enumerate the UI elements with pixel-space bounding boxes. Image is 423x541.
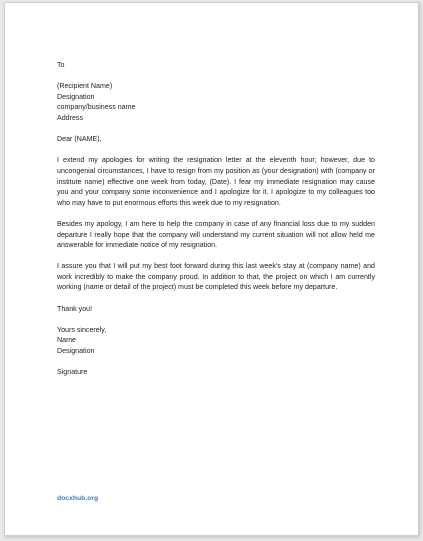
closing-designation: Designation	[57, 347, 95, 356]
paragraph-2: Besides my apology, I am here to help the company in case of any financial loss due to my sudden departure I really hope that the company will understand my current situation will not allow held me answerable for immediate notice of my resignation.	[57, 219, 375, 250]
closing-name: Name	[57, 336, 76, 345]
recipient-designation: Designation	[57, 92, 95, 101]
recipient-address: Address	[57, 113, 84, 122]
signature-line: Signature	[57, 368, 88, 377]
recipient-company: company/business name	[57, 103, 136, 112]
paragraph-3: I assure you that I will put my best foot forward during this last week's stay at (company name) and work incredibly to make the company proud. In addition to that, the project on which I am currently working (name or detail of the project) must be completed this week before my departure.	[57, 262, 375, 292]
thanks-line: Thank you!	[57, 304, 93, 313]
paragraph-1: I extend my apologies for writing the resignation letter at the eleventh hour; however, due to uncongenial circumstances, I have to resign from my position as (your designation) with (company or institute name) effective one week from today, (Date). I fear my immediate resignation may cause you and your company some inconvenience and I apologize for it. I apologize to my colleagues too who may have to put enormous efforts this week due to my resignation.	[57, 156, 375, 207]
closing-phrase: Yours sincerely,	[57, 325, 107, 334]
salutation: Dear (NAME),	[57, 135, 102, 144]
to-label: To	[57, 61, 65, 69]
letter-body	[57, 60, 375, 378]
recipient-name: (Recipient Name)	[57, 82, 113, 91]
document-page	[4, 2, 419, 536]
site-watermark[interactable]: docxhub.org	[57, 495, 99, 502]
